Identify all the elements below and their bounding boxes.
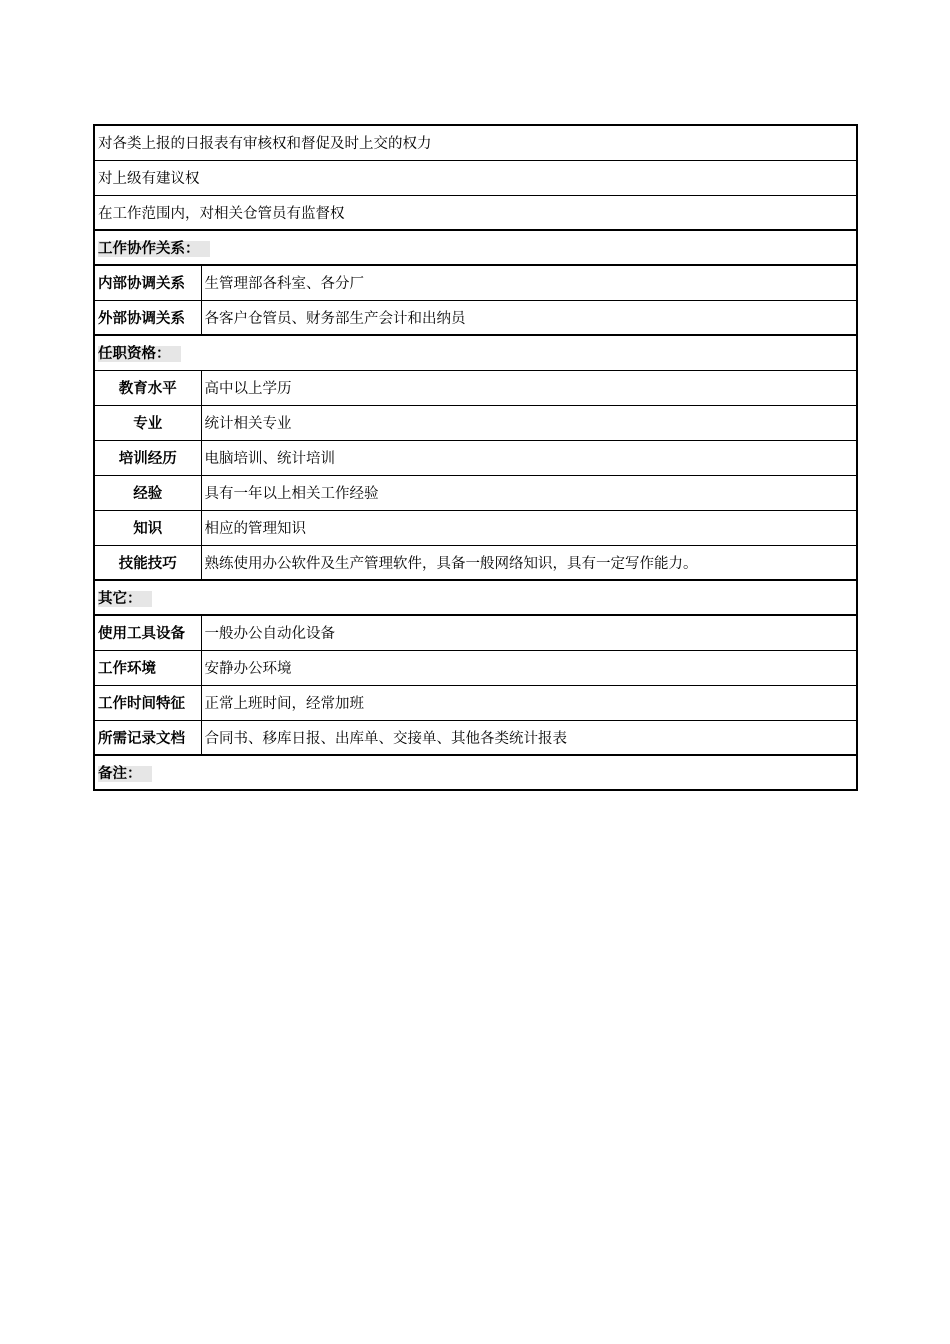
section-remarks <box>94 755 857 790</box>
field-label: 知识 <box>94 510 201 545</box>
section-title: 其它： <box>98 591 152 607</box>
cooperation-row <box>94 300 857 335</box>
field-value: 正常上班时间，经常加班 <box>201 685 857 720</box>
qualification-row <box>94 440 857 475</box>
section-heading <box>94 335 857 370</box>
other-row <box>94 650 857 685</box>
field-value: 统计相关专业 <box>201 405 857 440</box>
field-value: 具有一年以上相关工作经验 <box>201 475 857 510</box>
field-label: 外部协调关系 <box>94 300 201 335</box>
authority-text: 对各类上报的日报表有审核权和督促及时上交的权力 <box>94 125 857 160</box>
field-value: 熟练使用办公软件及生产管理软件，具备一般网络知识，具有一定写作能力。 <box>201 545 857 580</box>
qualification-row <box>94 510 857 545</box>
authority-row <box>94 160 857 195</box>
job-description-table <box>93 124 858 791</box>
authority-row <box>94 195 857 230</box>
field-label: 技能技巧 <box>94 545 201 580</box>
field-label: 工作时间特征 <box>94 685 201 720</box>
field-label: 经验 <box>94 475 201 510</box>
section-other <box>94 580 857 615</box>
field-label: 专业 <box>94 405 201 440</box>
qualification-row <box>94 545 857 580</box>
section-heading <box>94 755 857 790</box>
field-value: 生管理部各科室、各分厂 <box>201 265 857 300</box>
field-label: 教育水平 <box>94 370 201 405</box>
section-title: 备注： <box>98 766 152 782</box>
field-value: 各客户仓管员、财务部生产会计和出纳员 <box>201 300 857 335</box>
field-value: 电脑培训、统计培训 <box>201 440 857 475</box>
field-value: 安静办公环境 <box>201 650 857 685</box>
section-cooperation <box>94 230 857 265</box>
field-label: 培训经历 <box>94 440 201 475</box>
qualification-row <box>94 405 857 440</box>
section-qualification <box>94 335 857 370</box>
qualification-row <box>94 475 857 510</box>
field-value: 高中以上学历 <box>201 370 857 405</box>
other-row <box>94 615 857 650</box>
authority-text: 在工作范围内，对相关仓管员有监督权 <box>94 195 857 230</box>
field-label: 使用工具设备 <box>94 615 201 650</box>
section-heading <box>94 230 857 265</box>
field-value: 一般办公自动化设备 <box>201 615 857 650</box>
field-value: 相应的管理知识 <box>201 510 857 545</box>
authority-text: 对上级有建议权 <box>94 160 857 195</box>
section-heading <box>94 580 857 615</box>
field-label: 内部协调关系 <box>94 265 201 300</box>
cooperation-row <box>94 265 857 300</box>
field-label: 所需记录文档 <box>94 720 201 755</box>
section-title: 任职资格： <box>98 346 181 362</box>
section-title: 工作协作关系： <box>98 241 210 257</box>
authority-row <box>94 125 857 160</box>
field-value: 合同书、移库日报、出库单、交接单、其他各类统计报表 <box>201 720 857 755</box>
other-row <box>94 720 857 755</box>
other-row <box>94 685 857 720</box>
qualification-row <box>94 370 857 405</box>
field-label: 工作环境 <box>94 650 201 685</box>
